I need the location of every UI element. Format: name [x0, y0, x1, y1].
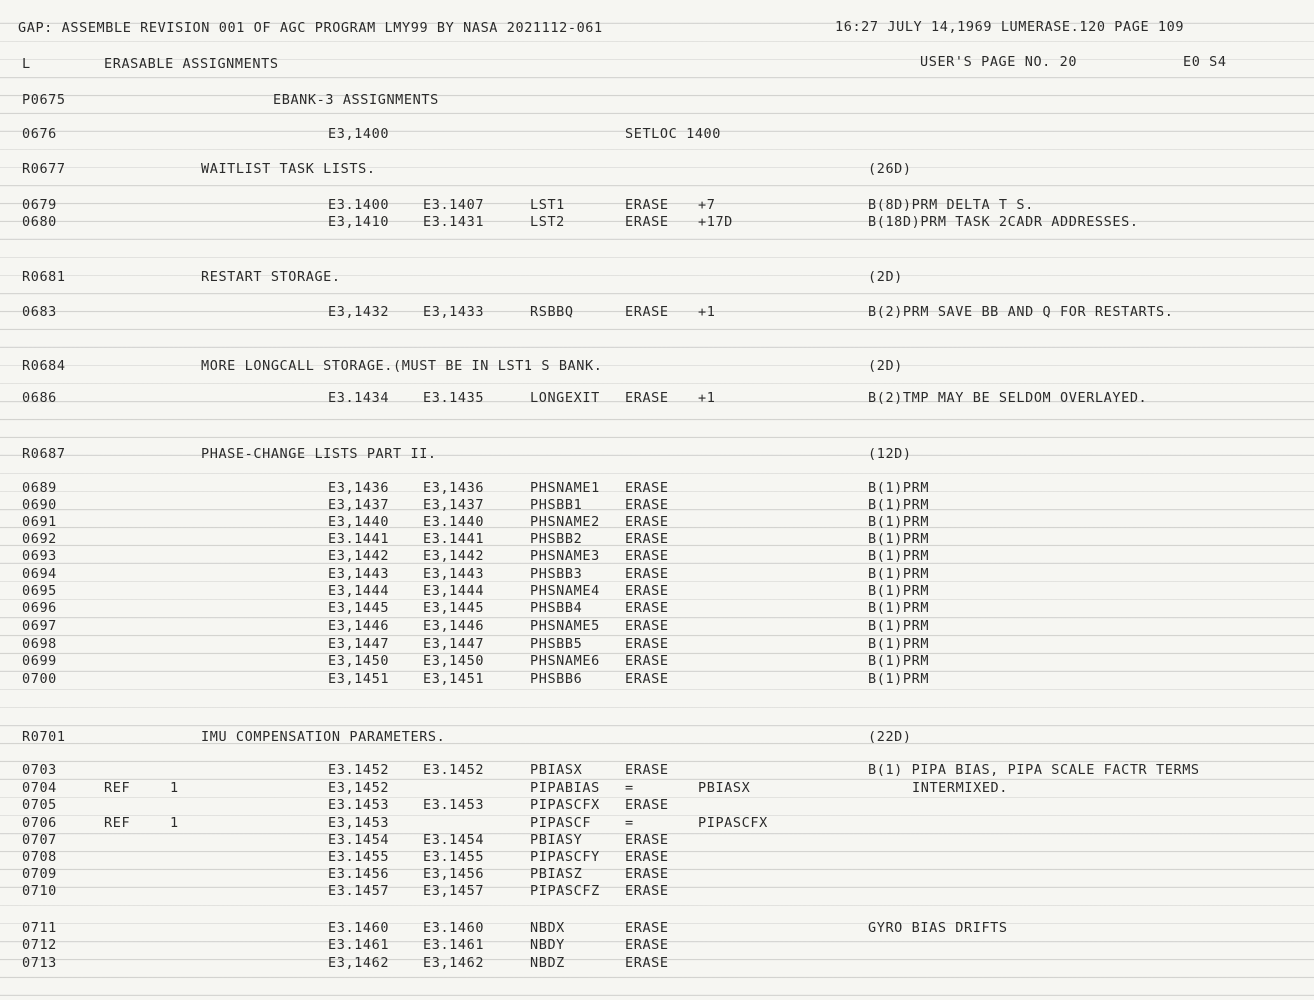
line-a1: E3,1443: [328, 566, 390, 582]
line-cmt: B(1)PRM: [868, 497, 930, 513]
line-a1: E3,1442: [328, 548, 390, 564]
line-name: PHSNAME6: [530, 653, 600, 669]
line-name: PHSNAME4: [530, 583, 600, 599]
line-a1: E3.1400: [328, 197, 390, 213]
line-op: ERASE: [625, 618, 669, 634]
line-cmt: (26D): [868, 161, 912, 177]
listing-line: [0, 636, 1314, 654]
line-oper: +1: [698, 304, 716, 320]
line-a1: E3,1452: [328, 780, 390, 796]
line-name: PHSNAME3: [530, 548, 600, 564]
line-a2: E3.1453: [423, 797, 485, 813]
line-cmt: B(1)PRM: [868, 618, 930, 634]
listing-line: [0, 920, 1314, 938]
line-cmt: B(1)PRM: [868, 636, 930, 652]
line-a2: E3,1437: [423, 497, 485, 513]
line-cmt: B(2)TMP MAY BE SELDOM OVERLAYED.: [868, 390, 1148, 406]
line-num: 0695: [22, 583, 57, 599]
listing-line: [0, 600, 1314, 618]
listing-line: [0, 832, 1314, 850]
line-a1: E3.1452: [328, 762, 390, 778]
line-op: ERASE: [625, 866, 669, 882]
header-left: GAP: ASSEMBLE REVISION 001 OF AGC PROGRAM LMY99 BY NASA 2021112-061: [18, 20, 603, 36]
line-a2: E3,1433: [423, 304, 485, 320]
line-op: ERASE: [625, 480, 669, 496]
line-num: 0683: [22, 304, 57, 320]
line-num: R0677: [22, 161, 66, 177]
listing-line: [0, 671, 1314, 689]
line-num: 0705: [22, 797, 57, 813]
line-num: 0698: [22, 636, 57, 652]
line-oper: +7: [698, 197, 716, 213]
line-a1: E3,1446: [328, 618, 390, 634]
line-a1: E3.1456: [328, 866, 390, 882]
line-num: 0676: [22, 126, 57, 142]
line-cmt: B(1)PRM: [868, 566, 930, 582]
line-op: ERASE: [625, 583, 669, 599]
line-cmt: B(1)PRM: [868, 531, 930, 547]
line-name: PIPASCFZ: [530, 883, 600, 899]
line-num: 0696: [22, 600, 57, 616]
listing-line: [0, 955, 1314, 973]
line-name: NBDY: [530, 937, 565, 953]
listing-line: [0, 548, 1314, 566]
line-cmt: B(1)PRM: [868, 671, 930, 687]
line-num: 0679: [22, 197, 57, 213]
line-a2: E3.1452: [423, 762, 485, 778]
line-cmt: (22D): [868, 729, 912, 745]
line-cmt: B(8D)PRM DELTA T S.: [868, 197, 1034, 213]
line-a2: E3,1446: [423, 618, 485, 634]
line-op: ERASE: [625, 920, 669, 936]
listing-line: [0, 514, 1314, 532]
line-name: PIPASCFX: [530, 797, 600, 813]
listing-line: [0, 446, 1314, 464]
listing-line: [0, 583, 1314, 601]
line-name: PHSBB3: [530, 566, 583, 582]
line-a2: E3.1455: [423, 849, 485, 865]
line-op: ERASE: [625, 531, 669, 547]
listing-line: [0, 866, 1314, 884]
line-a1: E3.1460: [328, 920, 390, 936]
line-num: 0699: [22, 653, 57, 669]
section-title: ERASABLE ASSIGNMENTS: [104, 56, 279, 72]
line-ref: REF: [104, 815, 131, 831]
line-a2: E3,1436: [423, 480, 485, 496]
listing-line: [0, 126, 1314, 144]
line-a1: E3.1453: [328, 797, 390, 813]
line-name: LST2: [530, 214, 565, 230]
line-name: PBIASZ: [530, 866, 583, 882]
line-op: ERASE: [625, 600, 669, 616]
line-name: PBIASY: [530, 832, 583, 848]
line-cmt: B(1)PRM: [868, 583, 930, 599]
line-num: 0694: [22, 566, 57, 582]
line-a1: E3,1444: [328, 583, 390, 599]
line-a2: E3.1407: [423, 197, 485, 213]
line-op: ERASE: [625, 566, 669, 582]
line-num: 0691: [22, 514, 57, 530]
line-title: EBANK-3 ASSIGNMENTS: [273, 92, 439, 108]
line-num: 0693: [22, 548, 57, 564]
listing-line: [0, 937, 1314, 955]
line-name: PHSBB1: [530, 497, 583, 513]
line-op: =: [625, 815, 634, 831]
line-num: R0681: [22, 269, 66, 285]
line-a1: E3,1447: [328, 636, 390, 652]
line-cmt: B(18D)PRM TASK 2CADR ADDRESSES.: [868, 214, 1139, 230]
line-ref1: 1: [170, 815, 179, 831]
line-cmt: B(1)PRM: [868, 600, 930, 616]
listing-line: [0, 883, 1314, 901]
line-a2: E3,1456: [423, 866, 485, 882]
line-op: ERASE: [625, 849, 669, 865]
line-oper: PBIASX: [698, 780, 751, 796]
line-num: 0703: [22, 762, 57, 778]
line-op: ERASE: [625, 797, 669, 813]
line-op: ERASE: [625, 197, 669, 213]
line-cmt: GYRO BIAS DRIFTS: [868, 920, 1008, 936]
line-oper: PIPASCFX: [698, 815, 768, 831]
line-num: P0675: [22, 92, 66, 108]
line-op: ERASE: [625, 514, 669, 530]
line-a1: E3,1400: [328, 126, 390, 142]
listing-line: [0, 815, 1314, 833]
header-right: 16:27 JULY 14,1969 LUMERASE.120 PAGE 109: [835, 19, 1185, 35]
line-oper: +1: [698, 390, 716, 406]
line-num: 0690: [22, 497, 57, 513]
line-a2: E3,1445: [423, 600, 485, 616]
line-name: PIPASCF: [530, 815, 592, 831]
line-name: PIPABIAS: [530, 780, 600, 796]
line-ref: REF: [104, 780, 131, 796]
line-cmt: (2D): [868, 358, 903, 374]
line-name: NBDZ: [530, 955, 565, 971]
line-cmt: (12D): [868, 446, 912, 462]
line-a1: E3,1451: [328, 671, 390, 687]
listing-line: [0, 92, 1314, 110]
line-cmt: B(1)PRM: [868, 653, 930, 669]
line-title: MORE LONGCALL STORAGE.(MUST BE IN LST1 S BANK.: [201, 358, 603, 374]
line-num: 0692: [22, 531, 57, 547]
header-listing-code: L: [22, 56, 31, 72]
line-a2: E3,1462: [423, 955, 485, 971]
line-num: 0711: [22, 920, 57, 936]
line-num: 0704: [22, 780, 57, 796]
line-a2: E3,1443: [423, 566, 485, 582]
line-a2: E3.1460: [423, 920, 485, 936]
line-num: 0710: [22, 883, 57, 899]
listing-line: [0, 197, 1314, 215]
listing-line: [0, 849, 1314, 867]
line-name: PHSBB5: [530, 636, 583, 652]
line-a1: E3,1462: [328, 955, 390, 971]
listing-line: [0, 304, 1314, 322]
line-name: PBIASX: [530, 762, 583, 778]
line-num: 0709: [22, 866, 57, 882]
listing-line: [0, 390, 1314, 408]
line-num: 0706: [22, 815, 57, 831]
listing-line: [0, 269, 1314, 287]
listing-line: [0, 531, 1314, 549]
line-a1: E3.1461: [328, 937, 390, 953]
line-cmt: B(2)PRM SAVE BB AND Q FOR RESTARTS.: [868, 304, 1174, 320]
line-name: PHSBB2: [530, 531, 583, 547]
line-op: SETLOC 1400: [625, 126, 722, 142]
line-a2: E3.1461: [423, 937, 485, 953]
line-a2: E3.1454: [423, 832, 485, 848]
line-title: RESTART STORAGE.: [201, 269, 341, 285]
line-a1: E3,1445: [328, 600, 390, 616]
line-op: =: [625, 780, 634, 796]
listing-line: [0, 358, 1314, 376]
line-a1: E3.1455: [328, 849, 390, 865]
line-a2: E3,1447: [423, 636, 485, 652]
line-num: R0687: [22, 446, 66, 462]
line-name: PHSNAME1: [530, 480, 600, 496]
line-op: ERASE: [625, 497, 669, 513]
line-num: 0700: [22, 671, 57, 687]
line-a1: E3.1457: [328, 883, 390, 899]
listing-line: [0, 729, 1314, 747]
line-num: 0713: [22, 955, 57, 971]
line-op: ERASE: [625, 636, 669, 652]
line-a2: E3,1451: [423, 671, 485, 687]
line-op: ERASE: [625, 214, 669, 230]
line-a2: E3.1440: [423, 514, 485, 530]
line-cmt2: INTERMIXED.: [912, 780, 1009, 796]
line-name: NBDX: [530, 920, 565, 936]
users-page-number: USER'S PAGE NO. 20: [920, 54, 1078, 70]
line-a2: E3.1441: [423, 531, 485, 547]
line-cmt: (2D): [868, 269, 903, 285]
line-a2: E3.1431: [423, 214, 485, 230]
line-cmt: B(1) PIPA BIAS, PIPA SCALE FACTR TERMS: [868, 762, 1200, 778]
line-a2: E3,1442: [423, 548, 485, 564]
line-cmt: B(1)PRM: [868, 480, 930, 496]
listing-line: [0, 653, 1314, 671]
listing-line: [0, 780, 1314, 798]
line-a1: E3,1437: [328, 497, 390, 513]
line-a1: E3,1440: [328, 514, 390, 530]
line-a1: E3,1450: [328, 653, 390, 669]
line-a2: E3,1457: [423, 883, 485, 899]
line-title: IMU COMPENSATION PARAMETERS.: [201, 729, 446, 745]
line-name: PIPASCFY: [530, 849, 600, 865]
listing-line: [0, 161, 1314, 179]
line-a2: E3.1435: [423, 390, 485, 406]
line-num: 0708: [22, 849, 57, 865]
line-num: 0697: [22, 618, 57, 634]
line-cmt: B(1)PRM: [868, 514, 930, 530]
line-a1: E3.1434: [328, 390, 390, 406]
line-op: ERASE: [625, 653, 669, 669]
line-op: ERASE: [625, 883, 669, 899]
line-name: PHSBB6: [530, 671, 583, 687]
line-a2: E3,1450: [423, 653, 485, 669]
ebank-code: E0 S4: [1183, 54, 1227, 70]
listing-line: [0, 566, 1314, 584]
line-num: 0712: [22, 937, 57, 953]
line-op: ERASE: [625, 955, 669, 971]
listing-line: [0, 762, 1314, 780]
line-a1: E3,1432: [328, 304, 390, 320]
line-op: ERASE: [625, 832, 669, 848]
listing-line: [0, 497, 1314, 515]
line-name: PHSNAME2: [530, 514, 600, 530]
line-name: PHSBB4: [530, 600, 583, 616]
line-name: LST1: [530, 197, 565, 213]
line-name: RSBBQ: [530, 304, 574, 320]
line-op: ERASE: [625, 937, 669, 953]
line-name: PHSNAME5: [530, 618, 600, 634]
line-a1: E3.1454: [328, 832, 390, 848]
line-num: R0684: [22, 358, 66, 374]
line-op: ERASE: [625, 390, 669, 406]
line-num: 0707: [22, 832, 57, 848]
line-op: ERASE: [625, 762, 669, 778]
line-title: WAITLIST TASK LISTS.: [201, 161, 376, 177]
line-num: 0689: [22, 480, 57, 496]
line-name: LONGEXIT: [530, 390, 600, 406]
line-a1: E3.1441: [328, 531, 390, 547]
line-a1: E3,1410: [328, 214, 390, 230]
line-oper: +17D: [698, 214, 733, 230]
line-cmt: B(1)PRM: [868, 548, 930, 564]
line-title: PHASE-CHANGE LISTS PART II.: [201, 446, 437, 462]
listing-line: [0, 480, 1314, 498]
line-ref1: 1: [170, 780, 179, 796]
line-num: 0686: [22, 390, 57, 406]
line-op: ERASE: [625, 304, 669, 320]
line-a2: E3,1444: [423, 583, 485, 599]
line-op: ERASE: [625, 671, 669, 687]
line-num: 0680: [22, 214, 57, 230]
line-op: ERASE: [625, 548, 669, 564]
line-num: R0701: [22, 729, 66, 745]
listing-line: [0, 618, 1314, 636]
line-a1: E3,1436: [328, 480, 390, 496]
listing-line: [0, 214, 1314, 232]
line-a1: E3,1453: [328, 815, 390, 831]
listing-line: [0, 797, 1314, 815]
